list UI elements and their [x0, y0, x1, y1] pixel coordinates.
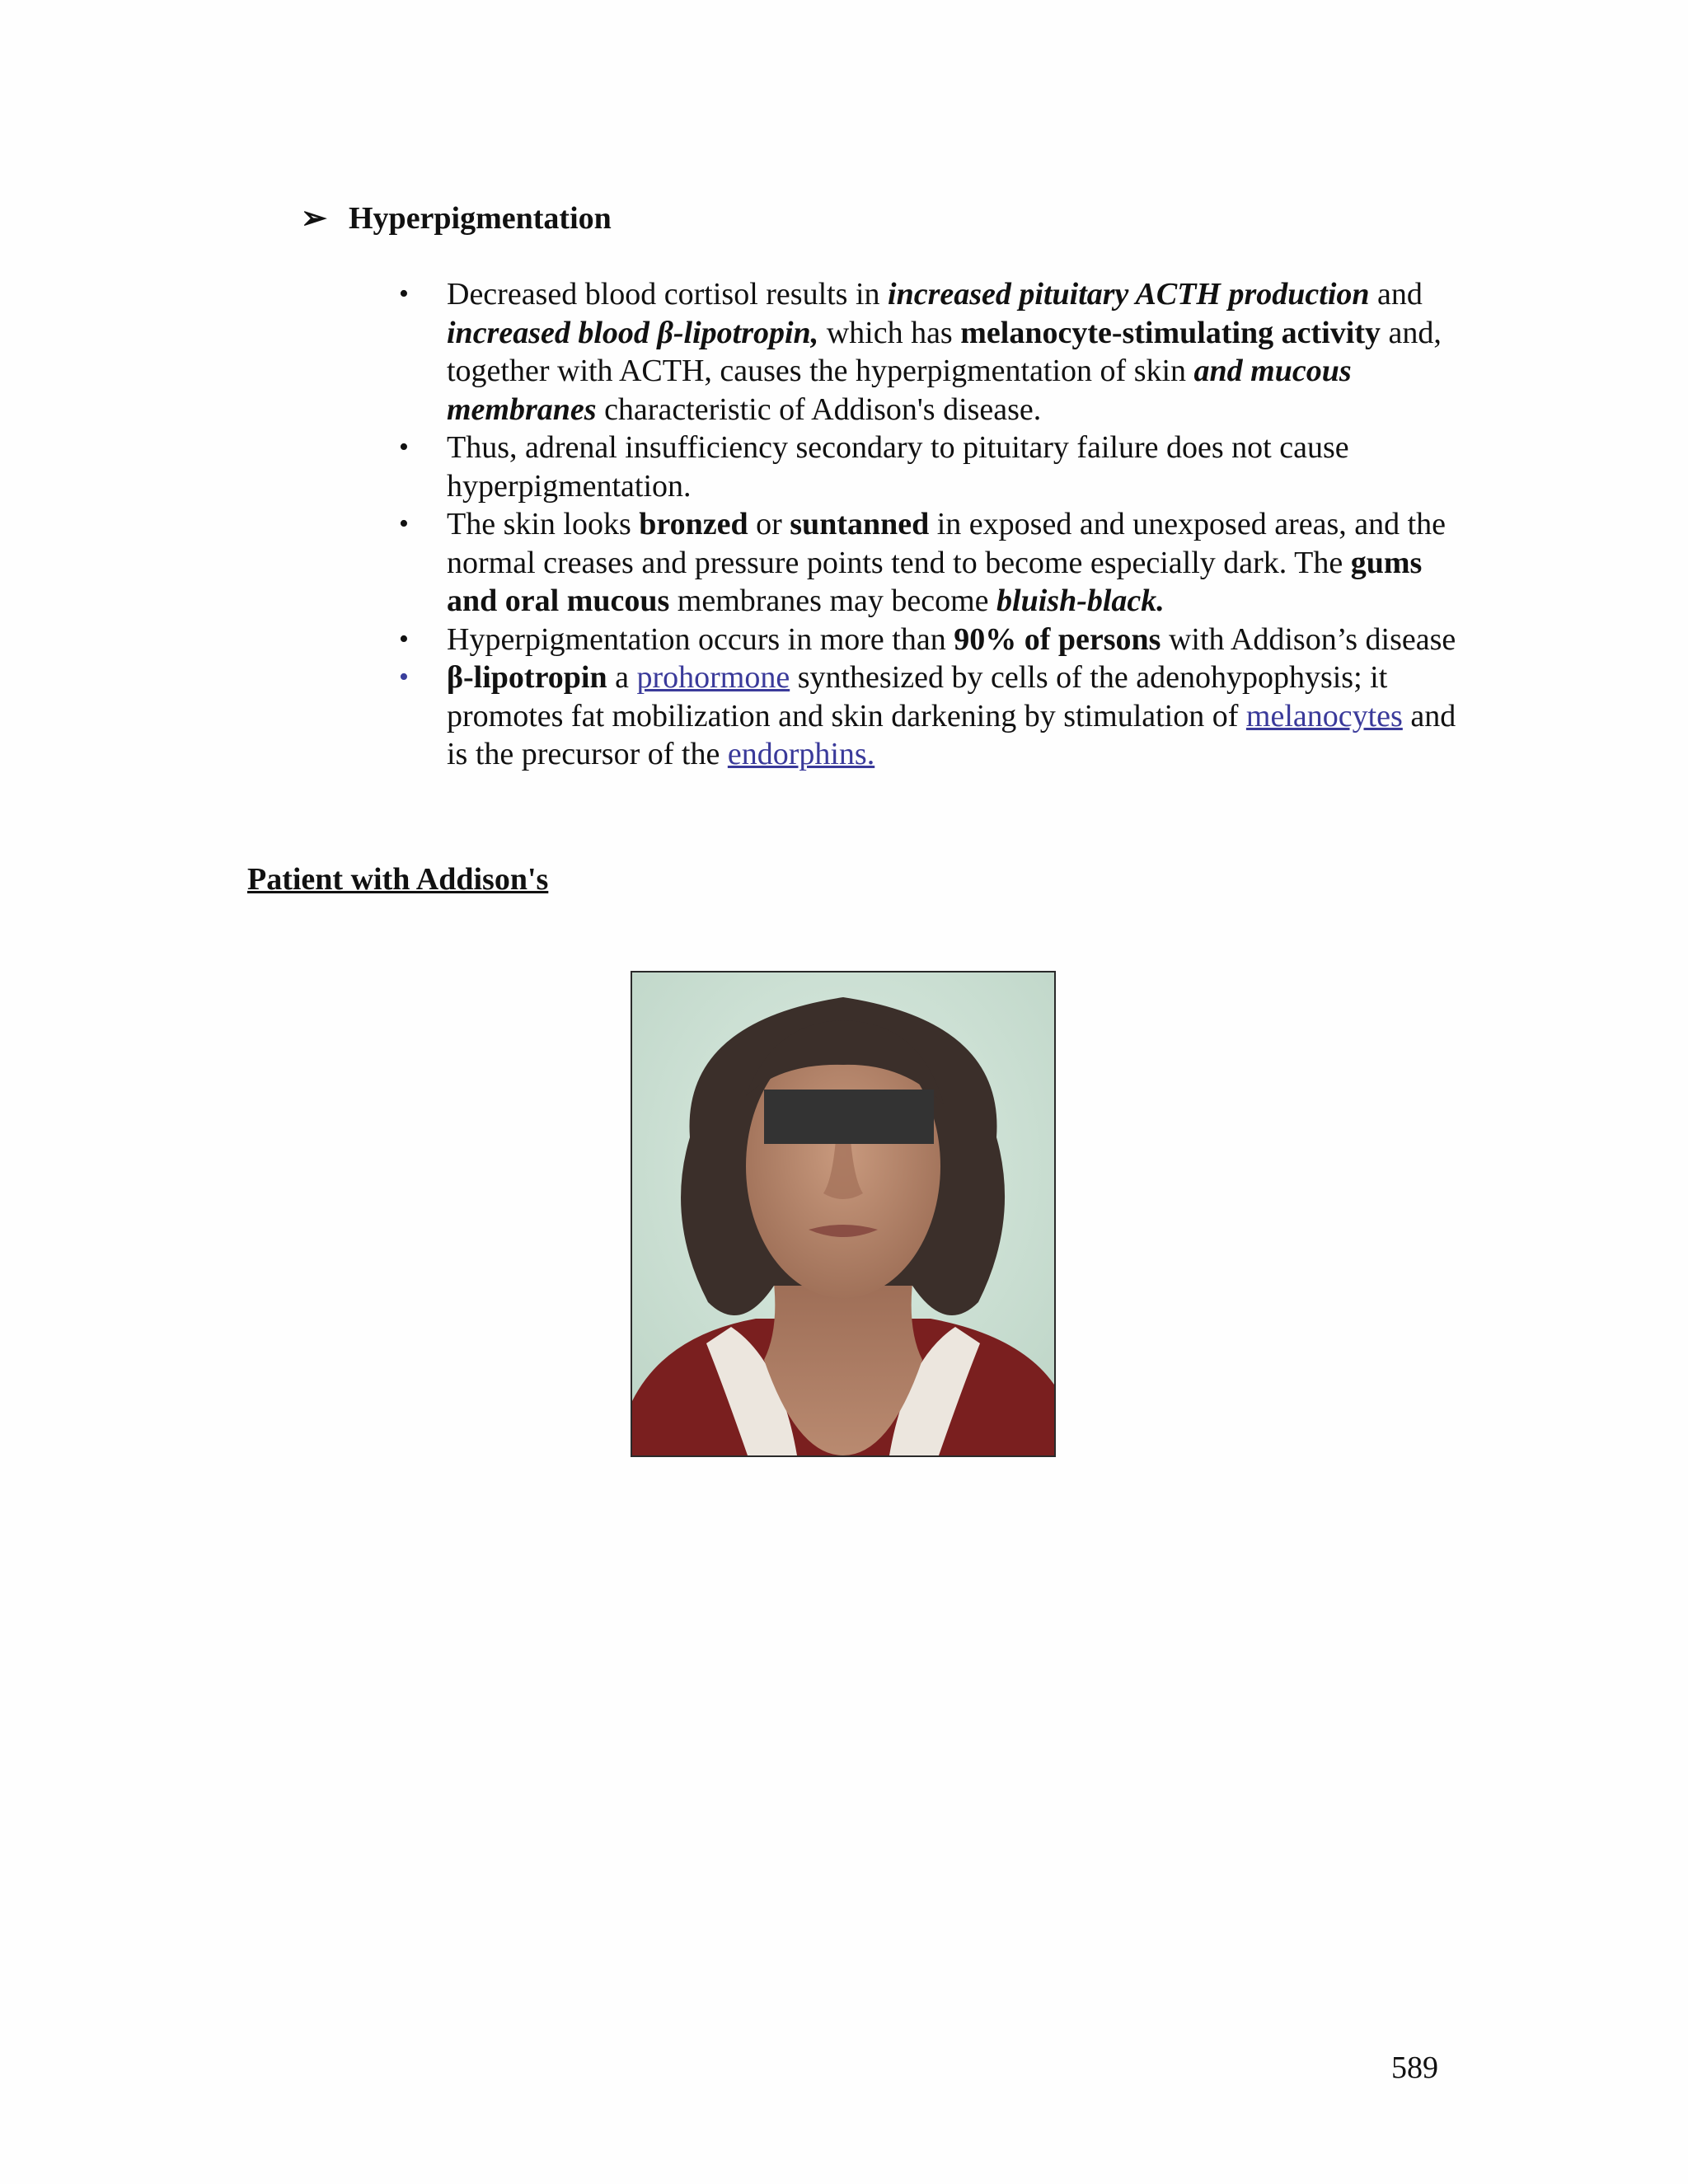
bullet-text: [447, 658, 1467, 774]
bullet-list: [396, 275, 1467, 774]
emphasis-text: and mucous membranes: [447, 354, 1352, 427]
patient-face-illustration: [632, 972, 1054, 1455]
text-run: a: [607, 660, 637, 695]
bullet-item: [396, 621, 1467, 659]
text-run: Thus, adrenal insufficiency secondary to pituitary failure does not cause hyperpigmentation.: [447, 430, 1349, 504]
text-run: membranes may become: [669, 583, 997, 618]
arrow-bullet-icon: ➢: [301, 201, 327, 236]
bullet-text: [447, 621, 1467, 659]
figure-section-title: Patient with Addison's: [247, 862, 549, 897]
text-run: Hyperpigmentation occurs in more than: [447, 621, 954, 657]
patient-photo: [631, 971, 1056, 1457]
text-run: The skin looks: [447, 507, 640, 541]
emphasis-text: gums and oral mucous: [447, 545, 1423, 618]
emphasis-text: bluish-black.: [996, 583, 1165, 618]
emphasis-text: 90% of persons: [954, 621, 1161, 657]
text-run: which has: [818, 315, 961, 350]
heading-text: Hyperpigmentation: [349, 201, 612, 236]
bullet-text: [447, 505, 1467, 621]
bullet-item: [396, 275, 1467, 429]
term-link[interactable]: prohormone: [636, 660, 790, 695]
page-number: 589: [1391, 2050, 1438, 2085]
text-run: and, together with ACTH, causes the hyperpigmentation of skin: [447, 315, 1442, 388]
bullet-dot-icon: •: [399, 623, 409, 654]
text-run: synthesized by cells of the adenohypophysis; it promotes fat mobilization and skin darkening by stimulation of: [447, 660, 1388, 733]
text-run: with Addison’s disease: [1160, 621, 1456, 657]
text-run: in exposed and unexposed areas, and the normal creases and pressure points tend to become especially dark. The: [447, 507, 1447, 580]
emphasis-text: increased blood β-lipotropin,: [447, 315, 819, 350]
emphasis-text: melanocyte-stimulating activity: [960, 315, 1381, 350]
bullet-text: [447, 275, 1467, 429]
bullet-item: [396, 429, 1467, 505]
text-run: or: [748, 507, 790, 541]
bullet-dot-icon: •: [399, 662, 409, 692]
term-link[interactable]: endorphins.: [727, 737, 875, 771]
emphasis-text: suntanned: [790, 507, 930, 541]
text-run: Decreased blood cortisol results in: [447, 277, 889, 312]
bullet-dot-icon: •: [399, 509, 409, 539]
bullet-text: [447, 429, 1467, 505]
text-run: and: [1369, 277, 1423, 312]
text-run: and is the precursor of the: [447, 698, 1456, 771]
censor-bar: [764, 1090, 934, 1144]
emphasis-text: increased pituitary ACTH production: [888, 277, 1370, 312]
emphasis-text: β-lipotropin: [447, 660, 607, 695]
emphasis-text: bronzed: [639, 507, 748, 541]
bullet-item: [396, 658, 1467, 774]
bullet-item: [396, 505, 1467, 621]
term-link[interactable]: melanocytes: [1245, 698, 1403, 733]
bullet-dot-icon: •: [399, 432, 409, 462]
section-heading: [301, 198, 612, 239]
text-run: characteristic of Addison's disease.: [596, 391, 1042, 427]
bullet-dot-icon: •: [399, 279, 409, 309]
